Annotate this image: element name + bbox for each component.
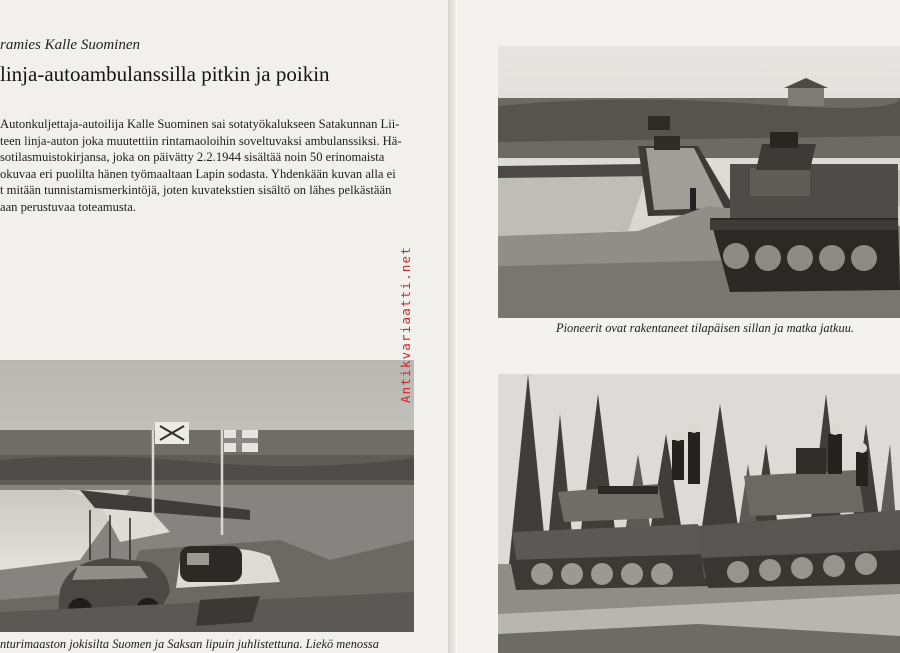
body-line: sotilasmuistokirjansa, joka on päivätty 2.2.1944 sisältää noin 50 erinomaista <box>0 150 385 165</box>
author-name: ramies Kalle Suominen <box>0 37 140 53</box>
river-bridge-photo <box>0 360 414 632</box>
body-paragraph <box>0 116 440 216</box>
river-photo-caption: nturimaaston jokisilta Suomen ja Saksan lipuin juhlistettuna. Liekö menossa <box>0 637 379 651</box>
right-page <box>460 0 900 653</box>
body-line: aan perustuvaa toteamusta. <box>0 199 137 214</box>
tank-bridge-photo <box>498 46 900 318</box>
body-line: teen linja-auton joka muutettiin rintamaoloihin soveltuvaksi ambulanssiksi. Hä- <box>0 133 402 148</box>
article-title: linja-autoambulanssilla pitkin ja poikin <box>0 62 330 86</box>
tanks-forest-photo <box>498 374 900 653</box>
bridge-photo-caption: Pioneerit ovat rakentaneet tilapäisen sillan ja matka jatkuu. <box>556 321 855 335</box>
body-line: okuvaa eri puolilta hänen työmaaltaan Lapin sodasta. Yhdenkään kuvan alla ei <box>0 166 396 181</box>
body-line: t mitään tunnistamismerkintöjä, joten kuvatekstien sisältö on lähes pelkästään <box>0 183 392 198</box>
watermark: Antikvariaatti.net <box>398 246 413 404</box>
body-line: Autonkuljettaja-autoilija Kalle Suominen sai sotatyökalukseen Satakunnan Lii- <box>0 117 400 131</box>
